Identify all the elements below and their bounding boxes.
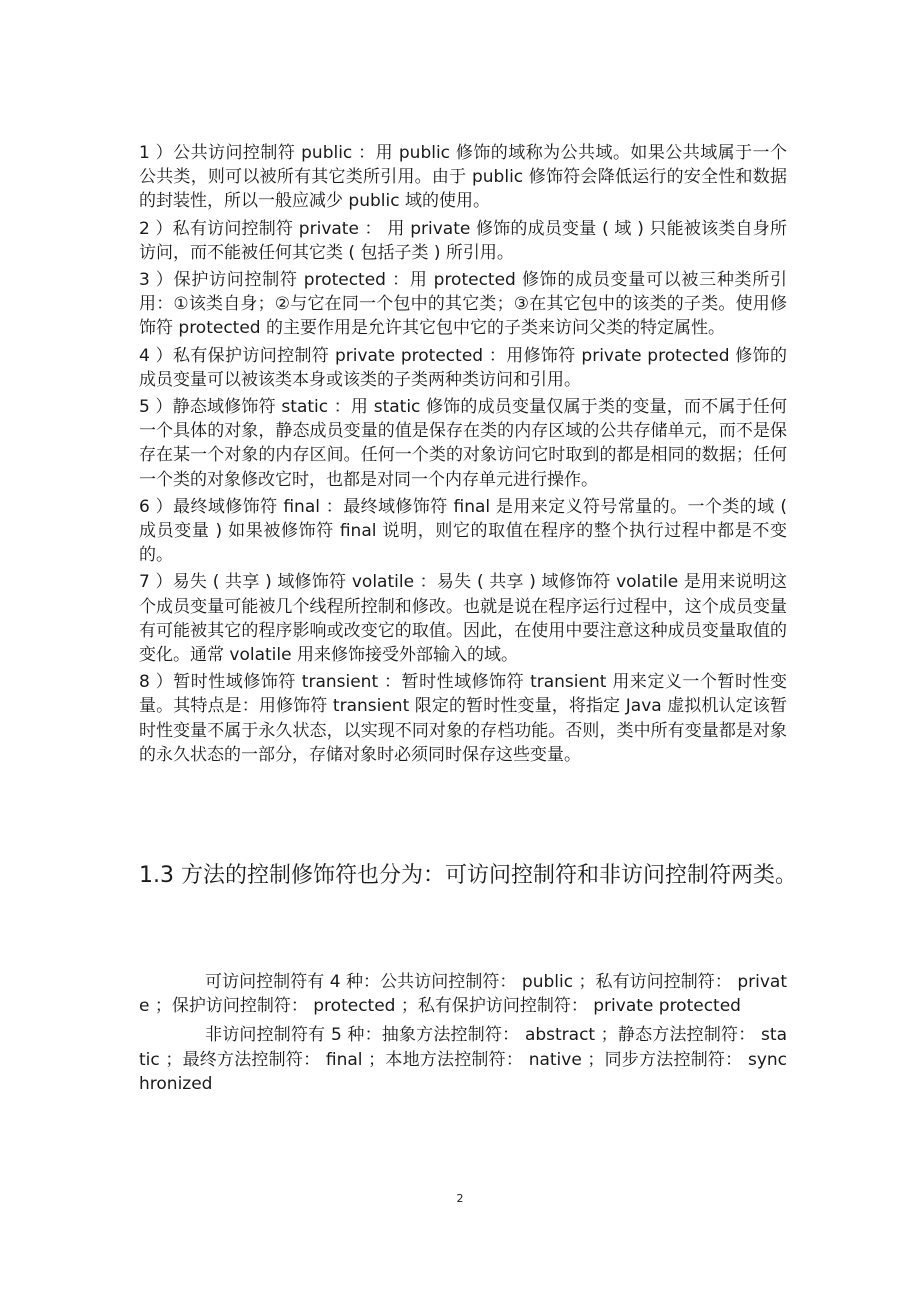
paragraph-non-access-modifiers: 非访问控制符有 5 种：抽象方法控制符： abstract ；静态方法控制符： static ；最终方法控制符： final ；本地方法控制符： native ；同步方法控制符： synchronized <box>139 1025 787 1094</box>
paragraph-access-modifiers: 可访问控制符有 4 种：公共访问控制符： public ；私有访问控制符： private ；保护访问控制符： protected ；私有保护访问控制符： private protected <box>139 972 787 1017</box>
paragraph-private-protected: 4 ）私有保护访问控制符 private protected ：用修饰符 private protected 修饰的成员变量可以被该类本身或该类的子类两种类访问和引用。 <box>139 345 787 390</box>
paragraph-transient: 8 ）暂时性域修饰符 transient ：暂时性域修饰符 transient 用来定义一个暂时性变量。其特点是：用修饰符 transient 限定的暂时性变量，将指定 Java 虚拟机认定该暂时性变量不属于永久状态，以实现不同对象的存档功能。否则，类中所有变量都是对象的永久状态的一部分，存储对象时必须同时保存这些变量。 <box>139 672 787 765</box>
paragraph-volatile: 7 ）易失 ( 共享 ) 域修饰符 volatile ：易失 ( 共享 ) 域修饰符 volatile 是用来说明这个成员变量可能被几个线程所控制和修改。也就是说在程序运行过程中，这个成员变量有可能被其它的程序影响或改变它的取值。因此，在使用中要注意这种成员变量取值的变化。通常 volatile 用来修饰接受外部输入的域。 <box>139 572 787 666</box>
section-heading: 1.3 方法的控制修饰符也分为：可访问控制符和非访问控制符两类。 <box>139 863 797 888</box>
paragraph-protected: 3 ）保护访问控制符 protected ：用 protected 修饰的成员变量可以被三种类所引用：①该类自身；②与它在同一个包中的其它类；③在其它包中的该类的子类。使用修饰符 protected 的主要作用是允许其它包中它的子类来访问父类的特定属性。 <box>139 270 787 339</box>
modifier-list <box>139 141 787 770</box>
method-modifiers <box>139 970 787 1101</box>
paragraph-private: 2 ）私有访问控制符 private ： 用 private 修饰的成员变量 ( 域 ) 只能被该类自身所访问，而不能被任何其它类 ( 包括子类 ) 所引用。 <box>139 218 787 263</box>
page-number: 2 <box>456 1192 464 1205</box>
paragraph-static: 5 ）静态域修饰符 static ：用 static 修饰的成员变量仅属于类的变量，而不属于任何一个具体的对象，静态成员变量的值是保存在类的内存区域的公共存储单元，而不是保存在某一个对象的内存区间。任何一个类的对象访问它时取到的都是相同的数据；任何一个类的对象修改它时，也都是对同一个内存单元进行操作。 <box>139 397 787 490</box>
paragraph-public: 1 ）公共访问控制符 public ：用 public 修饰的域称为公共域。如果公共域属于一个公共类，则可以被所有其它类所引用。由于 public 修饰符会降低运行的安全性和数据的封装性，所以一般应减少 public 域的使用。 <box>139 143 787 212</box>
paragraph-final: 6 ）最终域修饰符 final ：最终域修饰符 final 是用来定义符号常量的。一个类的域 ( 成员变量 ) 如果被修饰符 final 说明，则它的取值在程序的整个执行过程中都是不变的。 <box>139 496 787 566</box>
